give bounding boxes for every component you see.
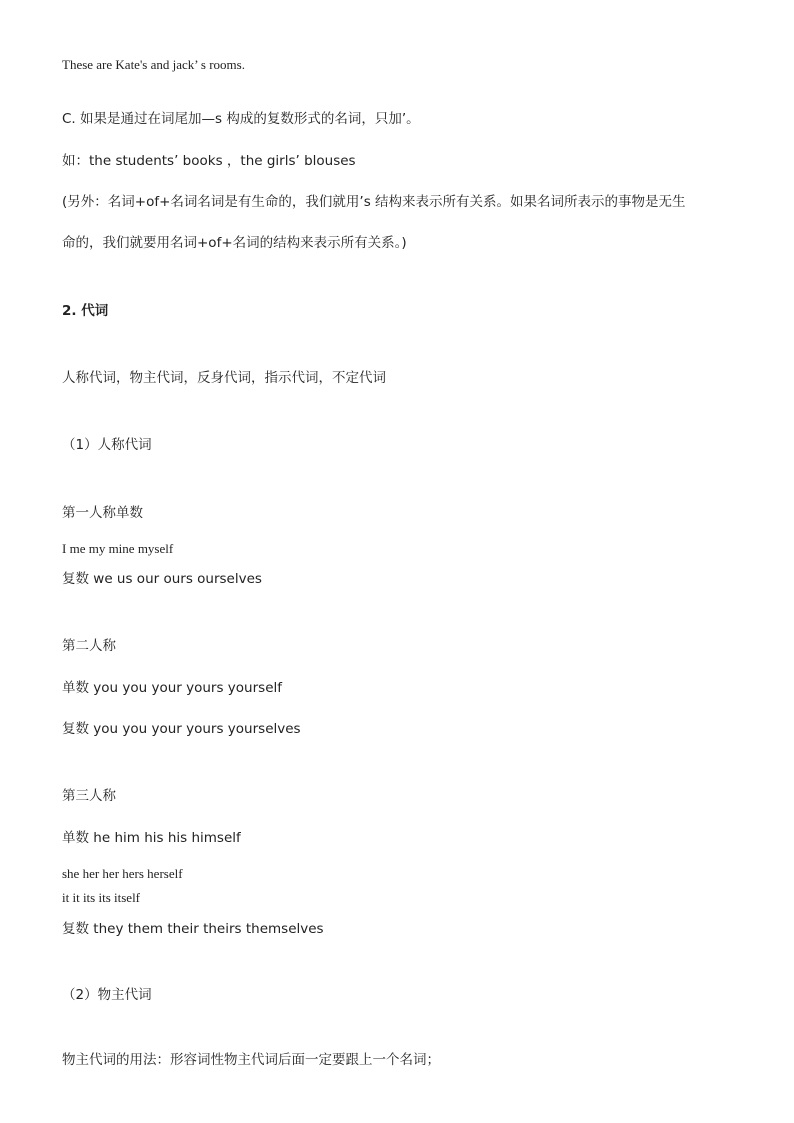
subheading-personal-pronouns: （1）人称代词 (62, 437, 152, 453)
first-person-plural-forms: 复数 we us our ours ourselves (62, 571, 262, 587)
example-students-girls: 如：the students’ books ，the girls’ blouses (62, 153, 356, 169)
second-person-singular-forms: 单数 you you your yours yourself (62, 680, 283, 696)
third-person-singular-she-forms: she her her hers herself (62, 866, 183, 881)
first-person-singular-forms: I me my mine myself (62, 541, 174, 556)
note-paragraph-line-2: 命的，我们就要用名词+of+名词的结构来表示所有关系。) (62, 235, 407, 251)
third-person-plural-forms: 复数 they them their theirs themselves (62, 921, 324, 937)
first-person-singular-label: 第一人称单数 (62, 505, 143, 521)
example-sentence-kate-jack: These are Kate's and jack’ s rooms. (62, 57, 245, 72)
third-person-label: 第三人称 (62, 788, 116, 804)
possessive-pronoun-usage: 物主代词的用法：形容词性物主代词后面一定要跟上一个名词； (62, 1052, 440, 1068)
third-person-singular-he-forms: 单数 he him his his himself (62, 830, 241, 846)
pronoun-types-list: 人称代词，物主代词，反身代词，指示代词，不定代词 (62, 370, 386, 386)
section-heading-pronouns: 2. 代词 (62, 303, 109, 319)
second-person-label: 第二人称 (62, 638, 116, 654)
note-paragraph-line-1: (另外：名词+of+名词名词是有生命的，我们就用’s 结构来表示所有关系。如果名词所表示的事物是无生 (62, 194, 686, 210)
second-person-plural-forms: 复数 you you your yours yourselves (62, 721, 301, 737)
third-person-singular-it-forms: it it its its itself (62, 890, 141, 905)
subheading-possessive-pronouns: （2）物主代词 (62, 987, 152, 1003)
rule-c: C. 如果是通过在词尾加—s 构成的复数形式的名词，只加’。 (62, 111, 420, 127)
